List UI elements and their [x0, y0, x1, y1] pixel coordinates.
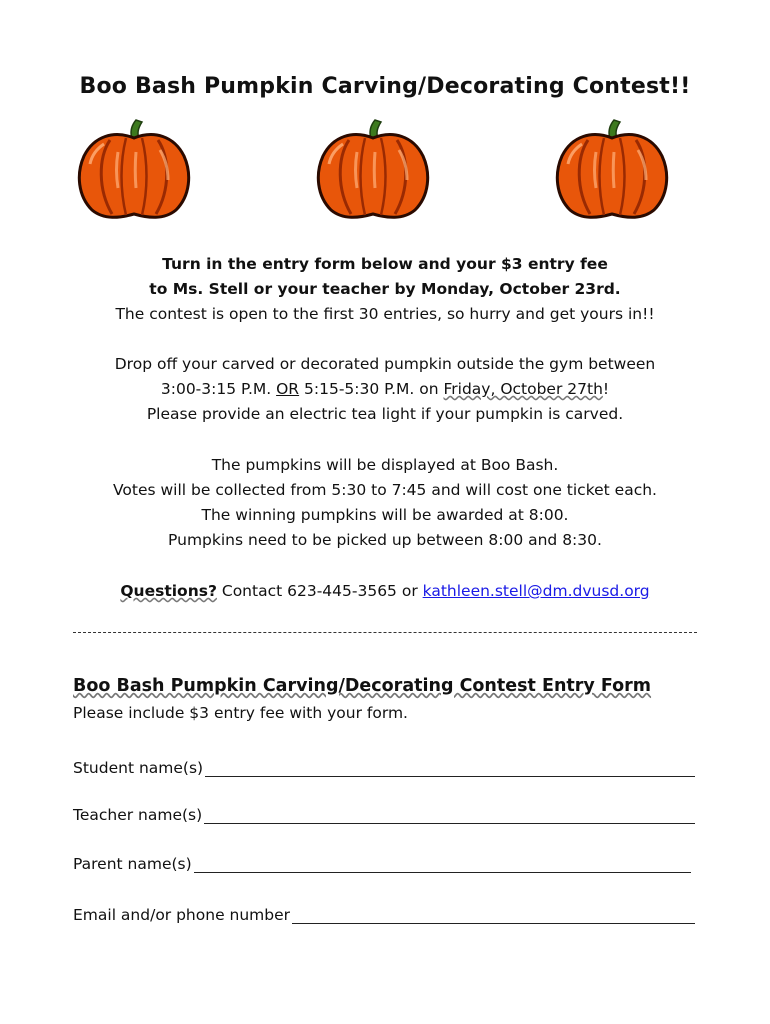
dropoff-block	[40, 352, 730, 427]
blank-line[interactable]	[204, 807, 695, 824]
intro-line: to Ms. Stell or your teacher by Monday, October 23rd.	[149, 280, 621, 298]
teacher-name-field[interactable]	[73, 802, 695, 824]
dropoff-line: Please provide an electric tea light if your pumpkin is carved.	[146, 405, 624, 423]
parent-name-field[interactable]	[73, 851, 691, 873]
pumpkin-icon	[313, 118, 433, 222]
intro-block	[40, 252, 730, 327]
form-note: Please include $3 entry fee with your form.	[73, 704, 408, 722]
questions-label: Questions?	[120, 582, 217, 600]
blank-line[interactable]	[194, 856, 691, 873]
display-line: The pumpkins will be displayed at Boo Bash.	[211, 456, 559, 474]
display-line: Votes will be collected from 5:30 to 7:45 and will cost one ticket each.	[113, 481, 657, 499]
dropoff-date: Friday, October 27th	[443, 380, 603, 398]
dropoff-line	[40, 377, 730, 402]
display-block	[40, 453, 730, 553]
pumpkin-icon	[552, 118, 672, 222]
dropoff-time-1: 3:00-3:15 P.M.	[160, 380, 277, 398]
intro-line: Turn in the entry form below and your $3 entry fee	[162, 255, 608, 273]
pumpkin-icon	[74, 118, 194, 222]
form-title: Boo Bash Pumpkin Carving/Decorating Contest Entry Form	[73, 676, 652, 696]
blank-line[interactable]	[292, 907, 695, 924]
field-label: Email and/or phone number	[73, 906, 291, 924]
dropoff-line: Drop off your carved or decorated pumpkin outside the gym between	[114, 355, 656, 373]
display-line: The winning pumpkins will be awarded at 8:00.	[201, 506, 569, 524]
exclamation: !	[602, 380, 610, 398]
intro-line: The contest is open to the first 30 entries, so hurry and get yours in!!	[115, 305, 655, 323]
questions-line	[40, 579, 730, 604]
field-label: Teacher name(s)	[73, 806, 203, 824]
or-text: OR	[276, 380, 300, 398]
cut-line-divider	[73, 632, 697, 633]
page-title: Boo Bash Pumpkin Carving/Decorating Contest!!	[79, 74, 691, 99]
email-link[interactable]: kathleen.stell@dm.dvusd.org	[422, 582, 650, 600]
student-name-field[interactable]	[73, 755, 695, 777]
contact-field[interactable]	[73, 902, 695, 924]
field-label: Student name(s)	[73, 759, 204, 777]
display-line: Pumpkins need to be picked up between 8:00 and 8:30.	[168, 531, 602, 549]
dropoff-time-2: 5:15-5:30 P.M. on	[299, 380, 444, 398]
blank-line[interactable]	[205, 760, 695, 777]
field-label: Parent name(s)	[73, 855, 192, 873]
questions-text: Contact 623-445-3565 or	[216, 582, 423, 600]
